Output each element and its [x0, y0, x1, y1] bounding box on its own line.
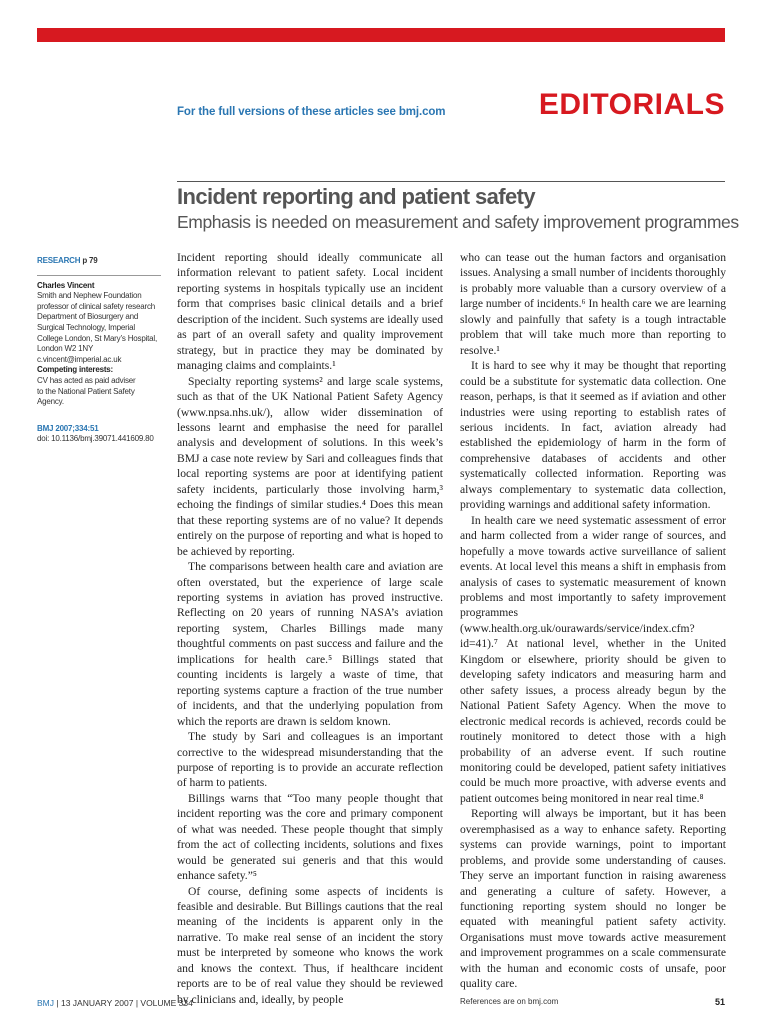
competing-line: CV has acted as paid adviser [37, 375, 136, 385]
competing-line: Agency. [37, 397, 64, 407]
affiliation-line: Surgical Technology, Imperial [37, 322, 135, 332]
author-name: Charles Vincent [37, 280, 95, 290]
title-rule [177, 181, 725, 182]
affiliation-line: College London, St Mary’s Hospital, [37, 333, 158, 343]
competing-interests-label: Competing interests: [37, 365, 114, 375]
doi: doi: 10.1136/bmj.39071.441609.80 [37, 434, 154, 444]
paragraph: Of course, defining some aspects of incidents is feasible and desirable. But Billings cautions that the real meaning of the incidents is apparent only in the narrative. To make real sense of an incident the story must be interpreted by someone who knows the work and knows the context. Thus, if healthcare incident reports are to be of real value they should be reviewed by clinicians and, ideally, by people [177, 884, 443, 1006]
paragraph: Reporting will always be important, but it has been overemphasised as a way to enhance safety. Reporting systems can provide warnings, point to important problems, and provide some understanding of causes. They serve an important function in raising awareness and generating a culture of safety. However, a functioning reporting system should no longer be equated with meaningful patient safety activity. Organisations must move towards active measurement and improvement programmes on a scale commensurate with the human and economic costs of unsafe, poor quality care. [460, 807, 726, 991]
body-column-1 [177, 250, 443, 1007]
footer-journal: BMJ [37, 998, 54, 1008]
paragraph: Incident reporting should ideally communicate all information relevant to patient safety. Local incident reporting systems in hospitals typically use an incident form that comprises basic clinical details and a brief description of the incident. Such systems are ideally used as part of an overall safety and quality improvement strategy, but in practice they may be dominated by managing claims and complaints.¹ [177, 251, 443, 373]
paragraph: The comparisons between health care and aviation are often overstated, but the experience of large scale reporting systems in aviation has proved instructive. Reflecting on 20 years of running NASA’s aviation reporting system, Charles Billings made many thoughtful comments on past success and failure and the implications for health care.⁵ Billings stated that counting incidents is largely a waste of time, that reporting systems capture a fraction of the true number of incidents, and that the underlying population from which the reports are drawn is seldom known. [177, 560, 443, 728]
citation: BMJ 2007;334:51 [37, 423, 99, 433]
paragraph: The study by Sari and colleagues is an important corrective to the widespread misunderstanding that the purpose of reporting is to provide an accurate reflection of harm to patients. [177, 730, 443, 790]
page-number: 51 [714, 997, 725, 1007]
author-email[interactable]: c.vincent@imperial.ac.uk [37, 354, 122, 364]
references-note: References are on bmj.com [460, 996, 559, 1006]
sidebar [37, 256, 161, 445]
article-subtitle: Emphasis is needed on measurement and safety improvement programmes [177, 212, 739, 232]
top-color-bar [37, 28, 725, 42]
paragraph: In health care we need systematic assessment of error and harm collected from a wider range of sources, and hopefully a move towards active surveillance of salient events. At local level this means a shift in emphasis from analysis of cases to systematic measurement of known problems and most importantly to safety improvement programmes (www.health.org.uk/ourawards/service/index.cfm?id=41).⁷ At national level, whether in the United Kingdom or elsewhere, priority should be given to developing safety indicators and measuring harm and other safety issues, a process already begun by the National Patient Safety Agency. When the move to electronic medical records is achieved, records could be routinely monitored to detect those with a high probability of an adverse event. If such routine monitoring could be developed, patient safety initiatives could be much more proactive, with adverse events and patient outcomes being monitored in near real time.⁸ [460, 513, 726, 805]
footer-separator: | [135, 998, 139, 1008]
paragraph: It is hard to see why it may be thought that reporting could be a substitute for systematic data collection. One reason, perhaps, is that it seemed as if aviation and other industries were using reporting to establish rates of serious incidents. In fact, aviation already had established the epidemiology of harm in the form of comprehensive databases of accidents and other systematically collected information. Reporting was always complementary to systematic data collection, providing warnings and additional safety information. [460, 359, 726, 512]
affiliation-line: London W2 1NY [37, 344, 94, 354]
footer-separator: | [56, 998, 59, 1008]
body-column-2 [460, 250, 726, 1009]
paragraph: Specialty reporting systems² and large scale systems, such as that of the UK National Patient Safety Agency (www.npsa.nhs.uk/), allow wider dissemination of lessons learnt and emphasise the need for parallel analysis and development of solutions. In this week’s BMJ a case note review by Sari and colleagues finds that local reporting systems are poor at identifying patient safety incidents, particularly those involving harm,³ echoing the findings of similar studies.⁴ Does this mean that these reporting systems are of no value? It depends entirely on the purpose of reporting and what is hoped to be achieved by reporting. [177, 374, 443, 558]
affiliation-line: Smith and Nephew Foundation [37, 291, 142, 301]
footer-volume: VOLUME 334 [140, 998, 193, 1008]
author-affiliation [37, 291, 161, 355]
competing-line: to the National Patient Safety [37, 386, 135, 396]
footer-date: 13 JANUARY 2007 [60, 998, 134, 1008]
section-title: EDITORIALS [538, 88, 725, 121]
research-page: p 79 [82, 256, 98, 265]
research-link [37, 256, 161, 267]
paragraph: Billings warns that “Too many people thought that incident reporting was the core and primary component of what was needed. These people thought that simply from the act of collecting incidents, solutions and fixes would be generated sui generis and that this would enhance safety.”⁵ [177, 791, 443, 883]
paragraph: who can tease out the human factors and organisation issues. Analysing a small number of incidents thoroughly is probably more valuable than a cursory overview of a large number of incidents.⁶ In health care we are learning slowly and painfully that safety is a tough intractable problem that will take much more than reporting to resolve.¹ [460, 251, 726, 357]
research-label: RESEARCH [37, 256, 81, 265]
affiliation-line: Department of Biosurgery and [37, 312, 139, 322]
full-versions-note: For the full versions of these articles see bmj.com [177, 106, 446, 118]
footer-citation [37, 998, 193, 1008]
competing-interests [37, 376, 161, 408]
article-title: Incident reporting and patient safety [177, 184, 535, 209]
sidebar-rule [37, 275, 161, 276]
affiliation-line: professor of clinical safety research [37, 301, 155, 311]
